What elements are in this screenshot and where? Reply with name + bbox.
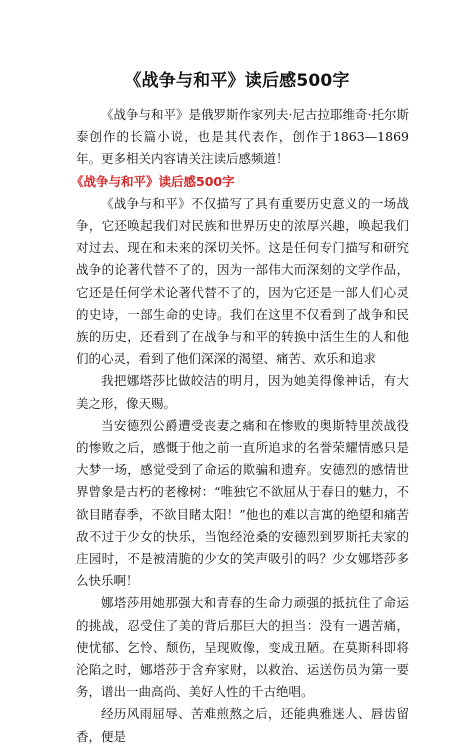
body-paragraph-3: 当安德烈公爵遭受丧妻之痛和在惨败的奥斯特里茨战役的惨败之后，感慨于他之前一直所追求的名誉荣耀情感只是大梦一场，感觉受到了命运的欺骗和遗弃。安德烈的感情世界曾象是古朽的老橡树：“唯独它不欲屈从于春日的魅力，不欲目睹春季，不欲目睹太阳！”他也的难以言寓的绝望和痛苦敌不过于少女的快乐，当饱经沧桑的安德烈到罗斯托夫家的庄园时，不是被清脆的少女的笑声吸引的吗？少女娜塔莎多么快乐啊！ bbox=[76, 417, 409, 589]
body-paragraph-5: 经历风雨屈辱、苦难煎熬之后，还能典雅迷人、唇齿留香，便是 bbox=[76, 706, 409, 744]
body-paragraph-2: 我把娜塔莎比做皎洁的明月，因为她美得像神话，有大美之形，像天赐。 bbox=[76, 373, 409, 411]
body-paragraph-4: 娜塔莎用她那强大和青春的生命力顽强的抵抗住了命运的挑战，忍受住了美的背后那巨大的担当：没有一遇苦痛，使忧郁、乞怜、颓伤，呈现败像，变成丑陋。在莫斯科即将沦陷之时，娜塔莎于含弃家财，以救治、运送伤员为第一要务，谱出一曲高尚、美好人性的千古绝唱。 bbox=[76, 595, 409, 700]
article-body bbox=[71, 104, 409, 748]
intro-paragraph: 《战争与和平》是俄罗斯作家列夫·尼古拉耶维奇·托尔斯泰创作的长篇小说，也是其代表作，创作于1863—1869年。更多相关内容请关注读后感频道！ bbox=[76, 107, 409, 167]
body-paragraph-1: 《战争与和平》不仅描写了具有重要历史意义的一场战争，它还唤起我们对民族和世界历史的浓厚兴趣，唤起我们对过去、现在和未来的深切关怀。这是任何专门描写和研究战争的论著代替不了的，因为一部伟大而深刻的文学作品，它还是任何学术论著代替不了的，因为它还是一部人们心灵的史诗，一部生命的史诗。我们在这里不仅看到了战争和民族的历史，还看到了在战争与和平的转换中活生生的人和他们的心灵，看到了他们深深的渴望、痛苦、欢乐和追求 bbox=[76, 195, 409, 367]
page-title: 《战争与和平》读后感500字 bbox=[124, 71, 350, 91]
section-heading: 《战争与和平》读后感500字 bbox=[71, 173, 235, 189]
